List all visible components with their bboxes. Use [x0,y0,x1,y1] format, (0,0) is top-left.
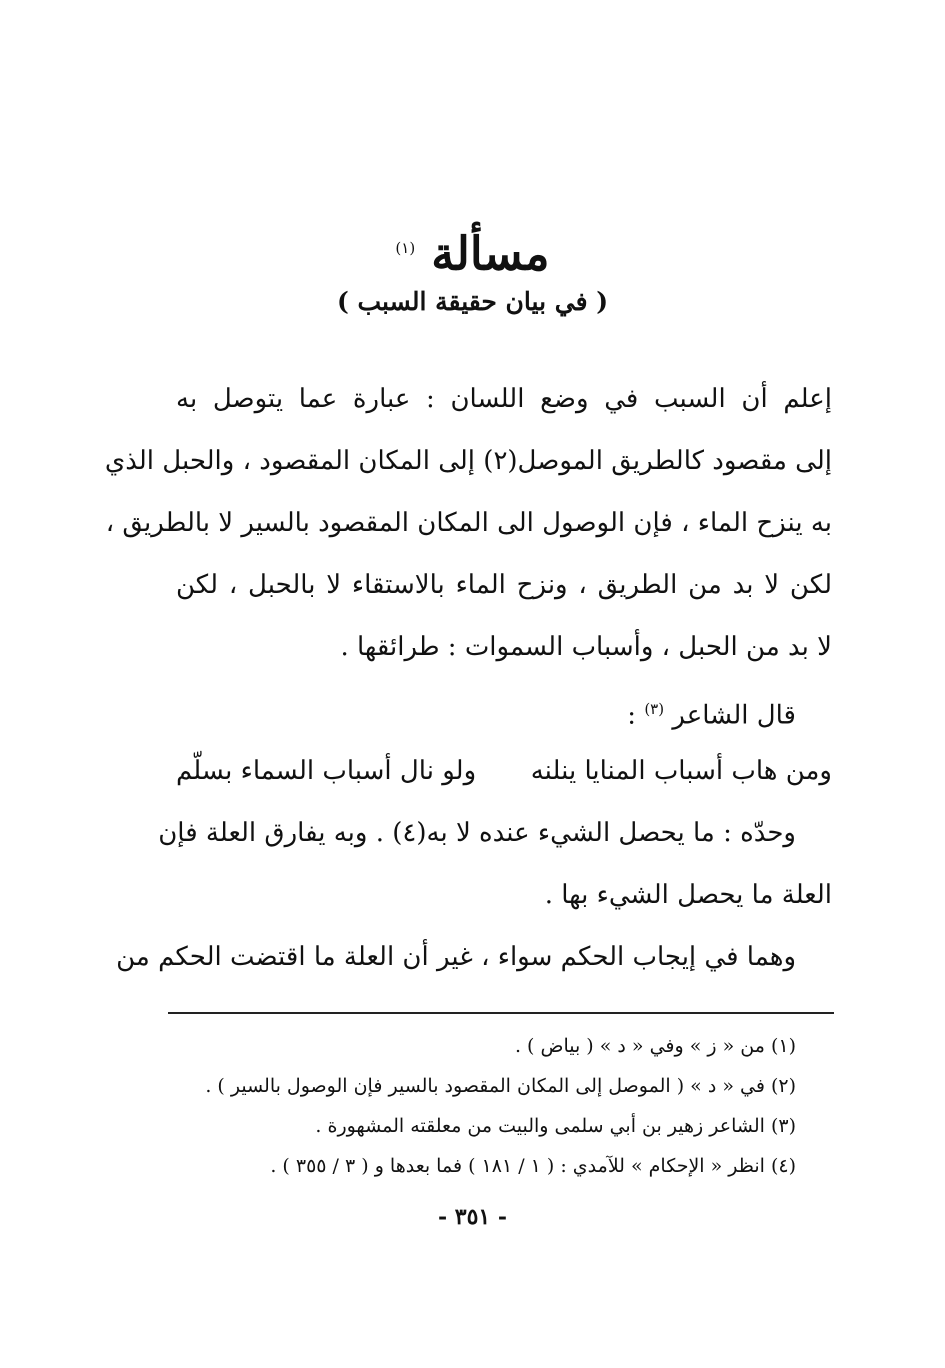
footnote-divider [168,1012,834,1014]
definition-line-2: العلة ما يحصل الشيء بها . [544,880,832,910]
poet-intro: قال الشاعر [672,700,796,731]
body-text [104,368,832,988]
page-number: - ٣٥١ - [437,1204,508,1230]
body-line-2: إلى مقصود كالطريق الموصل(٢) إلى المكان المقصود ، والحبل الذي [104,446,832,476]
definition-line-1: وحدّه : ما يحصل الشيء عنده لا به(٤) . وبه يفارق العلة فإن [158,818,796,848]
poem-verse [176,740,832,802]
chapter-title-text: مسألة [431,226,550,281]
poet-intro-line [176,678,832,740]
final-line: وهما في إيجاب الحكم سواء ، غير أن العلة ما اقتضت الحكم من [116,942,796,972]
poet-intro-colon: : [627,700,637,731]
body-line-5: لا بد من الحبل ، وأسباب السموات : طرائقها . [340,632,832,662]
footnote-4: (٤) انظر « الإحكام » للآمدي : ( ١ / ١٨١ ) فما بعدها و ( ٣ / ٣٥٥ ) . [270,1155,796,1177]
footnotes [176,1026,796,1186]
verse-first-hemistich: ومن هاب أسباب المنايا ينلنه [530,756,832,786]
footnote-2: (٢) في « د » ( الموصل إلى المكان المقصود بالسير فإن الوصول بالسير ) . [205,1075,796,1097]
body-line-1: إعلم أن السبب في وضع اللسان : عبارة عما يتوصل به [176,384,832,414]
footnote-1: (١) من « ز » وفي « د » ( بياض ) . [514,1035,796,1057]
chapter-title [0,218,945,283]
body-line-4: لكن لا بد من الطريق ، ونزح الماء بالاستقاء لا بالحبل ، لكن [176,570,832,600]
chapter-title-footnote-ref: (١) [395,239,416,257]
verse-second-hemistich: ولو نال أسباب السماء بسلّم [176,756,477,786]
body-line-3: به ينزح الماء ، فإن الوصول الى المكان المقصود بالسير لا بالطريق ، [105,508,832,538]
chapter-subtitle: ( في بيان حقيقة السبب ) [336,287,609,316]
footnote-3: (٣) الشاعر زهير بن أبي سلمى والبيت من معلقته المشهورة . [315,1115,796,1137]
poet-footnote-ref: (٣) [644,700,665,718]
